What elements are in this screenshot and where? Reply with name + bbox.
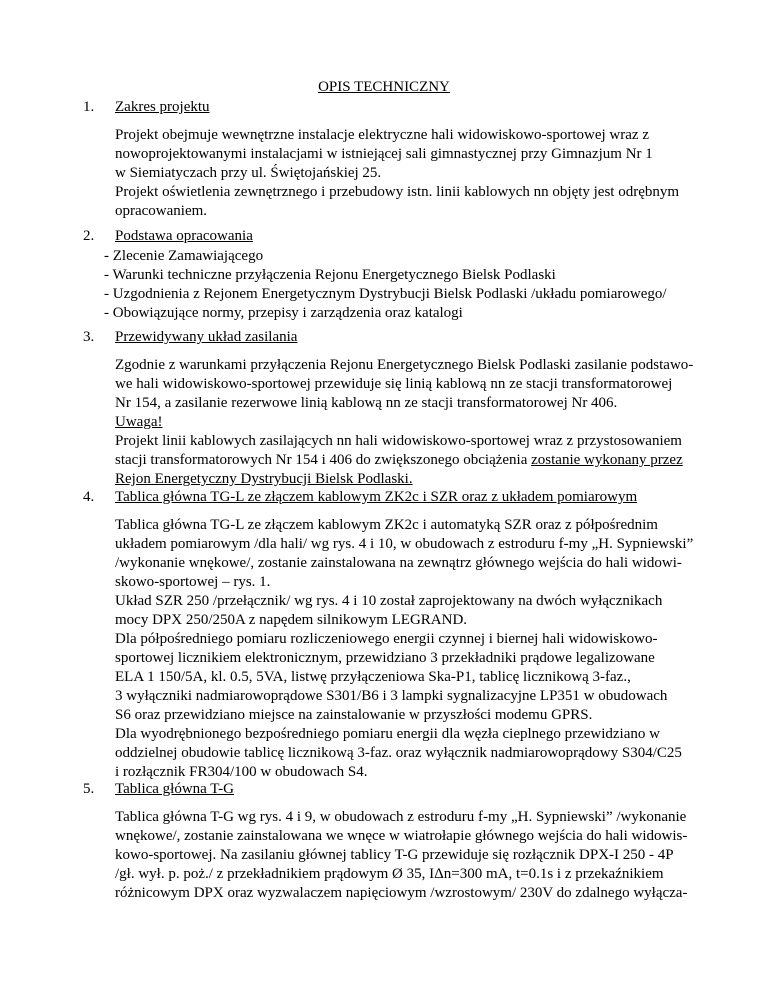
section-body [115, 516, 715, 782]
section-number: 4. [83, 489, 95, 505]
paragraph-line: Tablica główna TG-L ze złączem kablowym ZK2c i automatyką SZR oraz z półpośrednim [115, 517, 658, 533]
paragraph-line: Projekt obejmuje wewnętrzne instalacje elektryczne hali widowiskowo-sportowej wraz z [115, 127, 649, 143]
document-title: OPIS TECHNICZNY [318, 79, 450, 95]
paragraph-line: Projekt oświetlenia zewnętrznego i przebudowy istn. linii kablowych nn objęty jest odrębnym [115, 184, 680, 200]
section-number: 5. [83, 781, 95, 797]
section-heading: Podstawa opracowania [115, 228, 253, 244]
paragraph-line: Układ SZR 250 /przełącznik/ wg rys. 4 i 10 został zaprojektowany na dwóch wyłącznikach [115, 593, 663, 609]
paragraph-line: wnękowe/, zostanie zainstalowana we wnęce w wiatrołapie głównego wejścia do hali widowis- [115, 828, 688, 844]
paragraph-line: S6 oraz przewidziano miejsce na zainstalowanie w przyszłości modemu GPRS. [115, 707, 593, 723]
underlined-text: zostanie wykonany przez [531, 452, 683, 468]
section-body [115, 126, 715, 221]
paragraph-line: /gł. wył. p. poż./ z przekładnikiem prądowym Ø 35, IΔn=300 mA, t=0.1s i z przekaźnikiem [115, 866, 664, 882]
section-heading: Tablica główna TG-L ze złączem kablowym ZK2c i SZR oraz z układem pomiarowym [115, 489, 638, 505]
paragraph-line: opracowaniem. [115, 203, 208, 219]
paragraph-line: sportowej licznikiem elektronicznym, przewidziano 3 przekładniki prądowe legalizowane [115, 650, 655, 666]
section-number: 2. [83, 228, 95, 244]
section-body [115, 356, 715, 489]
paragraph-line: we hali widowiskowo-sportowej przewiduje się linią kablową nn ze stacji transformatorowej [115, 376, 673, 392]
paragraph-line: i rozłącznik FR304/100 w obudowach S4. [115, 764, 368, 780]
paragraph-text: stacji transformatorowych Nr 154 i 406 do zwiększonego obciążenia [115, 452, 532, 468]
paragraph-line: Dla wyodrębnionego bezpośredniego pomiaru energii dla węzła cieplnego przewidziano w [115, 726, 660, 742]
paragraph-line: układem pomiarowym /dla hali/ wg rys. 4 i 10, w obudowach z estroduru f-my „H. Sypniewski” [115, 536, 694, 552]
paragraph-line: /wykonanie wnękowe/, zostanie zainstalowana na zewnątrz głównego wejścia do hali widowi- [115, 555, 682, 571]
section-heading: Tablica główna T-G [115, 781, 234, 797]
list-item: - Obowiązujące normy, przepisy i zarządzenia oraz katalogi [104, 305, 463, 321]
paragraph-line: różnicowym DPX oraz wyzwalaczem napięciowym /wzrostowym/ 230V do zdalnego wyłącza- [115, 885, 688, 901]
paragraph-line: Projekt linii kablowych zasilających nn hali widowiskowo-sportowej wraz z przystosowaniem [115, 433, 682, 449]
paragraph-line: ELA 1 150/5A, kl. 0.5, 5VA, listwę przyłączeniowa Ska-P1, tablicę licznikową 3-faz., [115, 669, 631, 685]
paragraph-line: skowo-sportowej – rys. 1. [115, 574, 271, 590]
underlined-text: Rejon Energetyczny Dystrybucji Bielsk Podlaski. [115, 471, 413, 487]
paragraph-line: Dla półpośredniego pomiaru rozliczeniowego energii czynnej i biernej hali widowiskowo- [115, 631, 658, 647]
list-item: - Warunki techniczne przyłączenia Rejonu Energetycznego Bielsk Podlaski [104, 267, 556, 283]
paragraph-line [115, 451, 715, 470]
section-number: 1. [83, 99, 95, 115]
section-body [115, 808, 715, 903]
section-heading: Zakres projektu [115, 99, 210, 115]
paragraph-line: Zgodnie z warunkami przyłączenia Rejonu Energetycznego Bielsk Podlaski zasilanie podstawo- [115, 357, 694, 373]
paragraph-line: Nr 154, a zasilanie rezerwowe linią kablową nn ze stacji transformatorowej Nr 406. [115, 395, 618, 411]
list-item: - Uzgodnienia z Rejonem Energetycznym Dystrybucji Bielsk Podlaski /układu pomiarowego/ [104, 286, 667, 302]
paragraph-line: mocy DPX 250/250A z napędem silnikowym LEGRAND. [115, 612, 468, 628]
paragraph-line: oddzielnej obudowie tablicę licznikową 3-faz. oraz wyłącznik nadmiarowoprądowy S304/C25 [115, 745, 682, 761]
note-label: Uwaga! [115, 414, 163, 430]
paragraph-line: Tablica główna T-G wg rys. 4 i 9, w obudowach z estroduru f-my „H. Sypniewski” /wykonanie [115, 809, 687, 825]
paragraph-line: nowoprojektowanymi instalacjami w istniejącej sali gimnastycznej przy Gimnazjum Nr 1 [115, 146, 653, 162]
paragraph-line: 3 wyłączniki nadmiarowoprądowe S301/B6 i 3 lampki sygnalizacyjne LP351 w obudowach [115, 688, 668, 704]
section-number: 3. [83, 329, 95, 345]
section-heading: Przewidywany układ zasilania [115, 329, 298, 345]
paragraph-line: kowo-sportowej. Na zasilaniu głównej tablicy T-G przewiduje się rozłącznik DPX-I 250 - 4P [115, 847, 674, 863]
paragraph-line: w Siemiatyczach przy ul. Świętojańskiej 25. [115, 165, 382, 181]
bullet-list [104, 247, 724, 323]
list-item: - Zlecenie Zamawiającego [104, 248, 264, 264]
